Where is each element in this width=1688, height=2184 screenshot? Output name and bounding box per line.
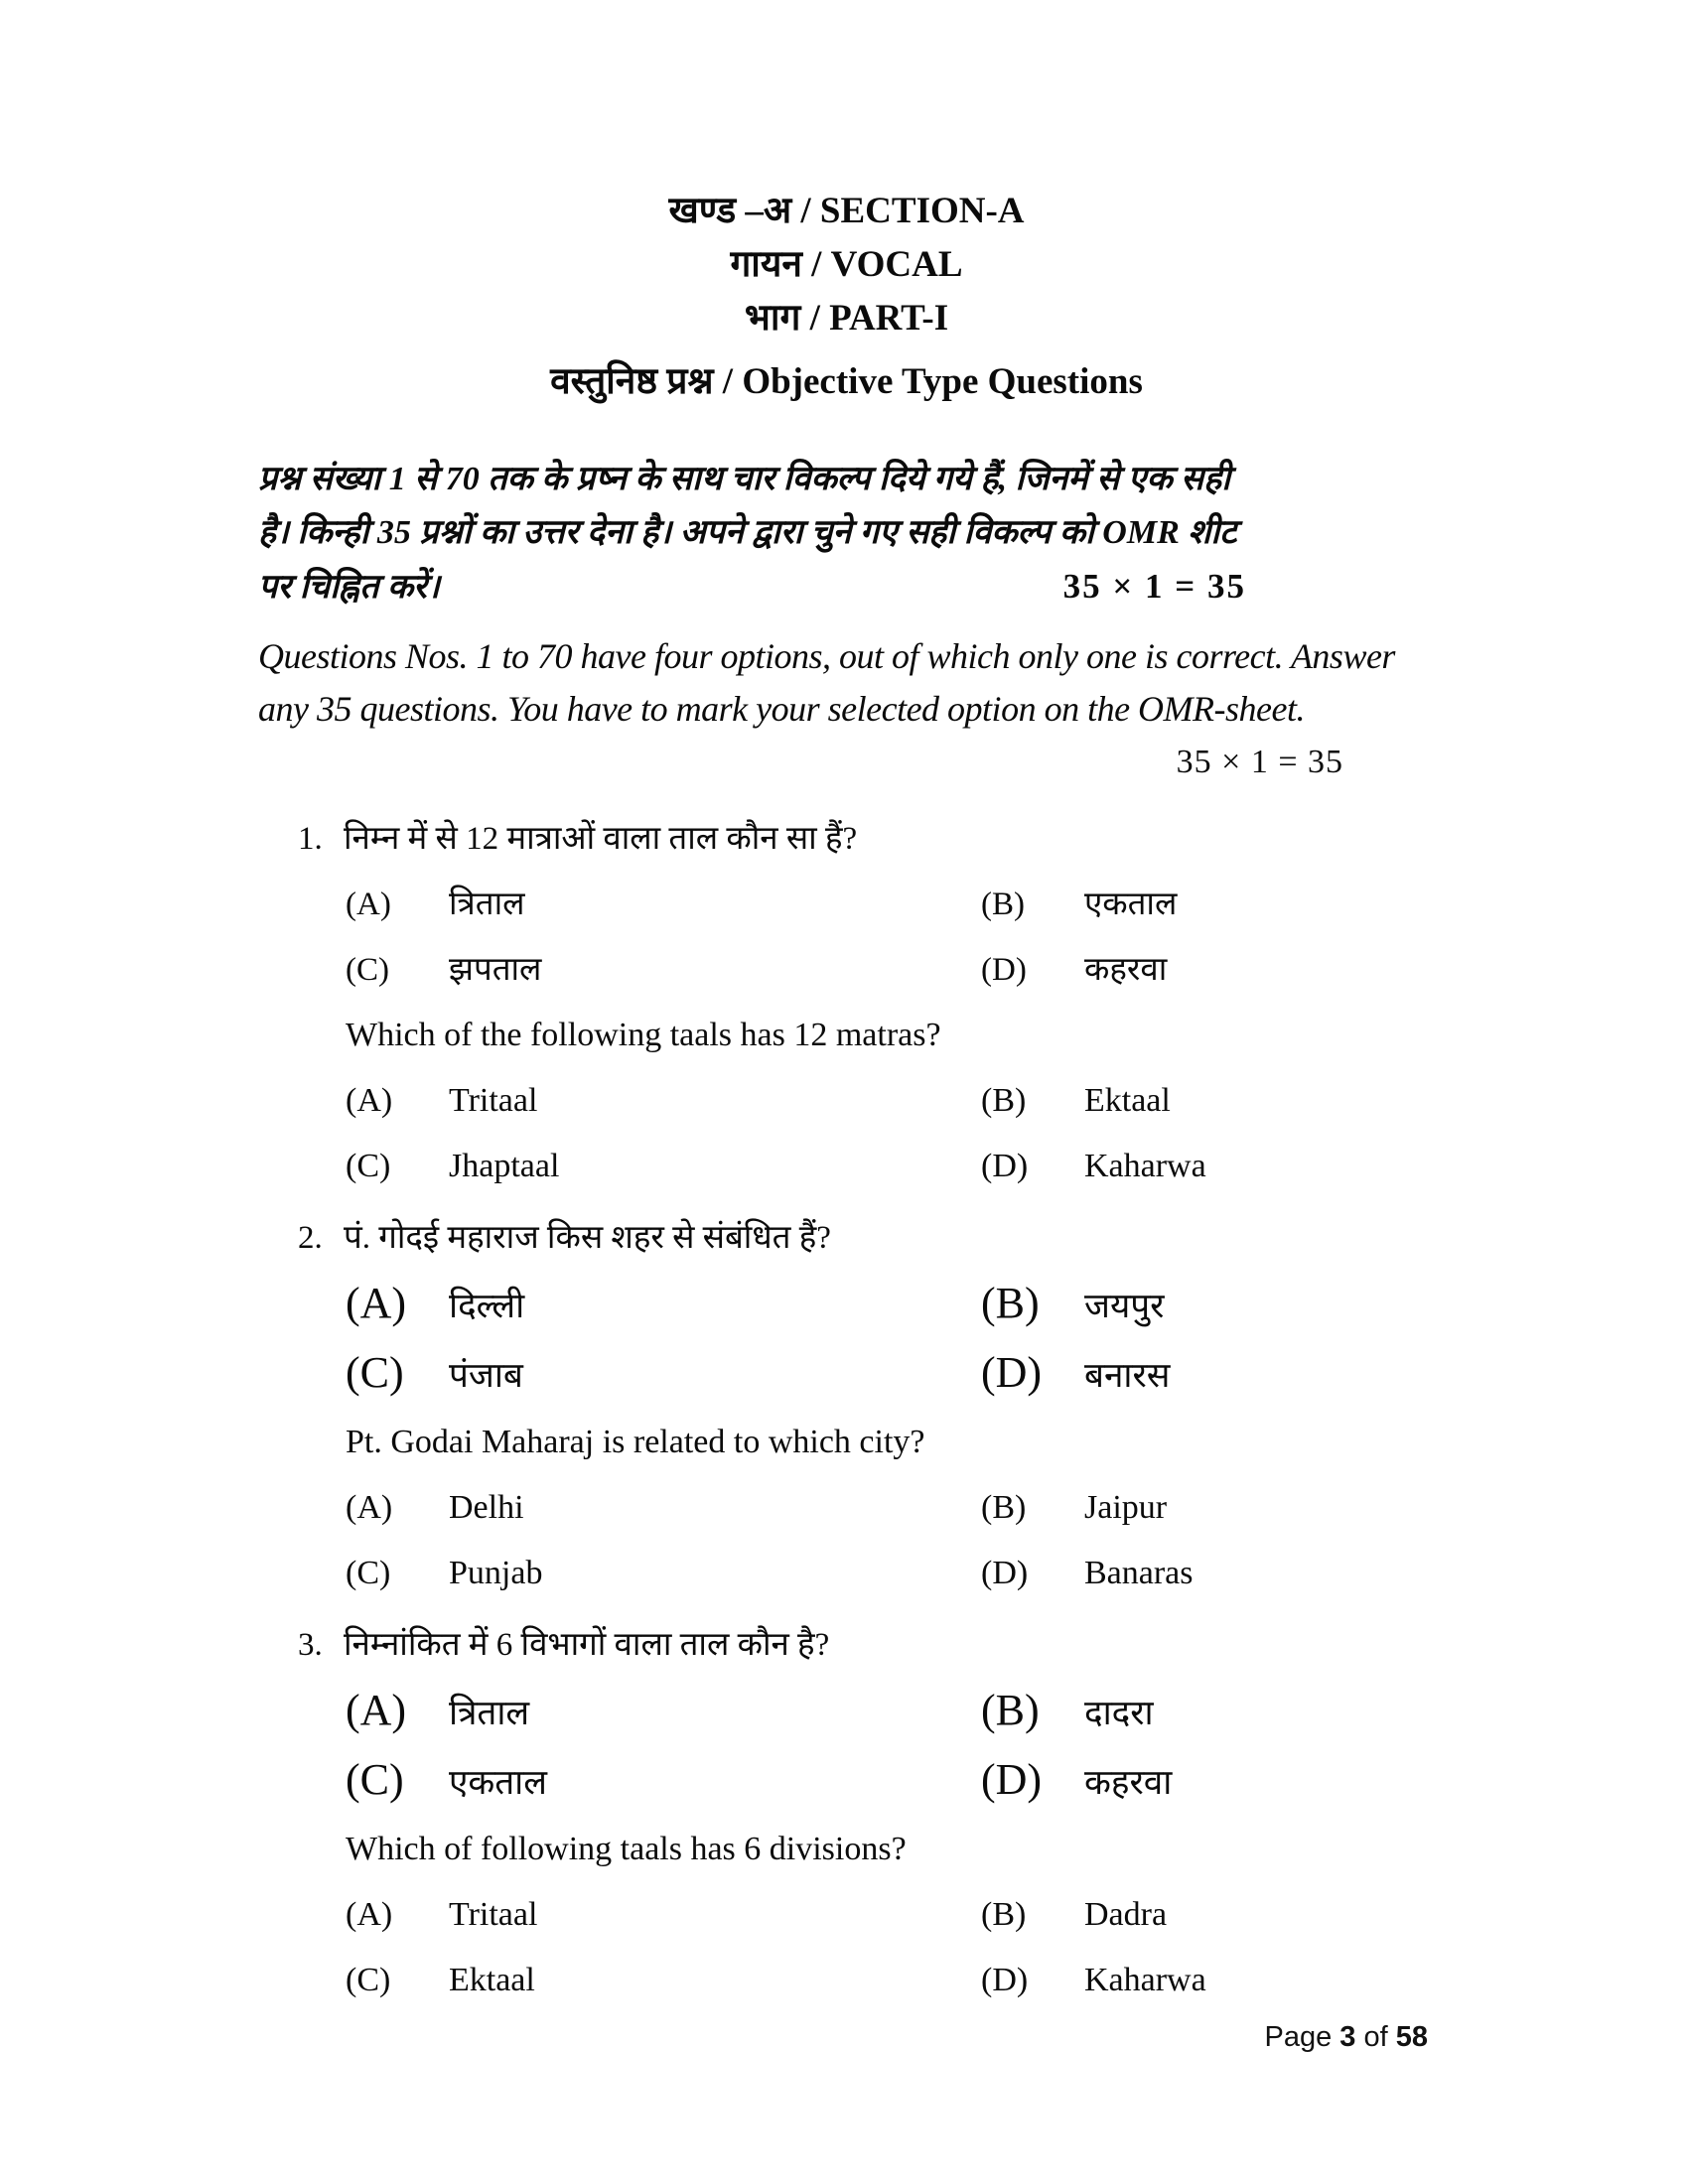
option-label: (D)	[981, 1962, 1029, 1998]
option-label: (C)	[346, 1348, 404, 1397]
option-label: (A)	[346, 1279, 407, 1327]
option-text: Kaharwa	[1084, 1962, 1206, 1998]
question-1-options-hindi	[346, 884, 1435, 991]
instructions-english-line1: Questions Nos. 1 to 70 have four options, out of which only one is correct. Answer	[258, 636, 1395, 676]
page-label: Page	[1264, 2021, 1333, 2053]
question-1-option-d-english	[981, 1146, 1435, 1187]
option-text: Tritaal	[449, 1896, 538, 1933]
question-3-option-a-hindi	[346, 1686, 981, 1735]
question-1	[258, 818, 1435, 1187]
option-label: (D)	[981, 1755, 1043, 1804]
question-1-text-hindi: निम्न में से 12 मात्राओं वाला ताल कौन सा हैं?	[344, 821, 858, 857]
option-label: (C)	[346, 1555, 391, 1591]
marks-formula-hindi: 35 × 1 = 35	[1062, 567, 1246, 606]
question-2-option-c-english	[346, 1553, 981, 1594]
option-text: दादरा	[1084, 1694, 1154, 1732]
option-label: (B)	[981, 1082, 1027, 1119]
option-label: (D)	[981, 952, 1027, 988]
question-2-hindi-line	[298, 1217, 1435, 1259]
option-text: Tritaal	[449, 1082, 538, 1119]
instructions-hindi-line3: पर चिह्नित करें।	[258, 569, 440, 606]
option-text: Ektaal	[449, 1962, 535, 1998]
option-label: (A)	[346, 1489, 393, 1526]
total-pages: 58	[1395, 2021, 1428, 2053]
question-3-option-d-hindi	[981, 1755, 1435, 1805]
option-label: (C)	[346, 1962, 391, 1998]
question-3-text-english: Which of following taals has 6 divisions?	[346, 1831, 907, 1867]
option-label: (B)	[981, 887, 1025, 922]
of-label: of	[1363, 2021, 1388, 2053]
option-text: Banaras	[1084, 1555, 1194, 1591]
option-text: कहरवा	[1084, 1763, 1173, 1802]
option-label: (A)	[346, 1082, 393, 1119]
question-1-number: 1.	[298, 821, 323, 857]
question-3-option-b-english	[981, 1894, 1435, 1936]
question-2-options-hindi	[346, 1279, 1435, 1398]
option-label: (B)	[981, 1489, 1027, 1526]
question-1-option-c-english	[346, 1146, 981, 1187]
question-1-option-a-english	[346, 1080, 981, 1122]
option-text: त्रिताल	[449, 1694, 530, 1732]
question-2-text-english: Pt. Godai Maharaj is related to which city?	[346, 1424, 925, 1460]
subject-title: गायन / VOCAL	[730, 244, 963, 285]
question-3	[258, 1624, 1435, 2001]
page-number: 3	[1339, 2021, 1356, 2053]
question-1-options-english	[346, 1080, 1435, 1187]
question-3-hindi-line	[298, 1624, 1435, 1666]
question-2-option-d-hindi	[981, 1348, 1435, 1398]
option-text: एकताल	[1084, 887, 1178, 922]
option-text: त्रिताल	[449, 887, 525, 922]
option-text: Jhaptaal	[449, 1148, 560, 1184]
section-title: खण्ड –अ / SECTION-A	[668, 191, 1025, 231]
question-2-option-d-english	[981, 1553, 1435, 1594]
question-3-option-d-english	[981, 1960, 1435, 2001]
instructions-hindi	[258, 453, 1435, 614]
question-1-text-english: Which of the following taals has 12 matras?	[346, 1017, 941, 1053]
option-label: (C)	[346, 1148, 391, 1184]
marks-formula-english: 35 × 1 = 35	[1176, 744, 1343, 780]
question-2-option-a-hindi	[346, 1279, 981, 1328]
option-text: दिल्ली	[449, 1287, 525, 1325]
option-text: कहरवा	[1084, 952, 1168, 988]
option-label: (D)	[981, 1148, 1029, 1184]
option-label: (A)	[346, 887, 391, 922]
question-1-hindi-line	[298, 818, 1435, 860]
option-label: (B)	[981, 1279, 1040, 1327]
option-text: Delhi	[449, 1489, 524, 1526]
option-label: (D)	[981, 1555, 1029, 1591]
part-title: भाग / PART-I	[744, 298, 949, 339]
question-2-number: 2.	[298, 1220, 323, 1256]
question-3-options-hindi	[346, 1686, 1435, 1805]
option-label: (B)	[981, 1896, 1027, 1933]
question-2-option-a-english	[346, 1487, 981, 1529]
option-text: Dadra	[1084, 1896, 1168, 1933]
question-1-option-b-hindi	[981, 884, 1435, 925]
option-text: Kaharwa	[1084, 1148, 1206, 1184]
option-text: पंजाब	[449, 1356, 523, 1395]
question-2-option-b-hindi	[981, 1279, 1435, 1328]
option-label: (D)	[981, 1348, 1043, 1397]
option-text: Ektaal	[1084, 1082, 1171, 1119]
question-2-option-c-hindi	[346, 1348, 981, 1398]
question-type-title: वस्तुनिष्ठ प्रश्न / Objective Type Questions	[550, 361, 1143, 402]
option-label: (A)	[346, 1686, 407, 1734]
instructions-hindi-line1: प्रश्न संख्या 1 से 70 तक के प्रष्न के साथ चार विकल्प दिये गये हैं, जिनमें से एक सही	[258, 461, 1230, 497]
question-3-number: 3.	[298, 1627, 323, 1663]
instructions-hindi-line3-row	[258, 560, 1435, 614]
option-label: (A)	[346, 1896, 393, 1933]
question-1-option-d-hindi	[981, 949, 1435, 991]
question-2	[258, 1217, 1435, 1594]
option-label: (B)	[981, 1686, 1040, 1734]
question-1-option-c-hindi	[346, 949, 981, 991]
question-3-option-b-hindi	[981, 1686, 1435, 1735]
section-header	[258, 185, 1435, 409]
question-2-text-hindi: पं. गोदई महाराज किस शहर से संबंधित हैं?	[344, 1220, 831, 1256]
option-text: जयपुर	[1084, 1287, 1165, 1325]
instructions-english	[258, 630, 1435, 788]
question-3-option-c-hindi	[346, 1755, 981, 1805]
question-1-option-a-hindi	[346, 884, 981, 925]
option-label: (C)	[346, 952, 389, 988]
instructions-english-line2: any 35 questions. You have to mark your selected option on the OMR-sheet.	[258, 689, 1305, 729]
question-3-text-hindi: निम्नांकित में 6 विभागों वाला ताल कौन है?	[344, 1627, 830, 1663]
option-text: Punjab	[449, 1555, 543, 1591]
question-3-options-english	[346, 1894, 1435, 2001]
instructions-hindi-line2: है। किन्ही 35 प्रश्नों का उत्तर देना है। अपने द्वारा चुने गए सही विकल्प को OMR शीट	[258, 514, 1237, 551]
question-1-option-b-english	[981, 1080, 1435, 1122]
question-2-option-b-english	[981, 1487, 1435, 1529]
question-2-options-english	[346, 1487, 1435, 1594]
page-footer	[1264, 2021, 1428, 2054]
option-text: बनारस	[1084, 1356, 1171, 1395]
question-3-option-a-english	[346, 1894, 981, 1936]
question-3-option-c-english	[346, 1960, 981, 2001]
option-text: Jaipur	[1084, 1489, 1168, 1526]
option-text: झपताल	[449, 952, 542, 988]
option-label: (C)	[346, 1755, 404, 1804]
option-text: एकताल	[449, 1763, 547, 1802]
